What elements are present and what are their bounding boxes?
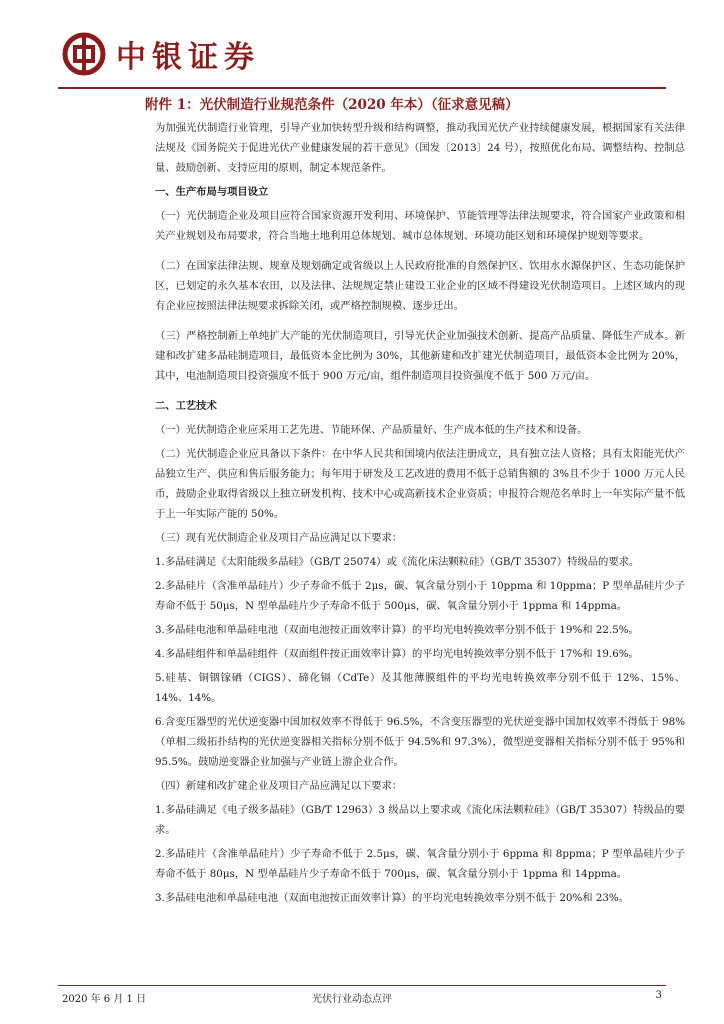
list-item: 3.多晶硅电池和单晶硅电池（双面电池按正面效率计算）的平均光电转换效率分别不低于 20%和 23%。 [155,892,630,904]
list-item: 6.含变压器型的光伏逆变器中国加权效率不得低于 96.5%，不含变压器型的光伏逆变器中国加权效率不得低于 98%（单相二级拓扑结构的光伏逆变器相关指标分别不低于 94.5%和 97.3%），微型逆变器相关指标分别不低于 95%和 95.5%。鼓励逆变器企业加强与产业链上游企业合作。 [155,716,685,768]
paragraph: （二）在国家法律法规、规章及规划确定或省级以上人民政府批准的自然保护区、饮用水水源保护区、生态功能保护区，已划定的永久基本农田，以及法律、法规规定禁止建设工业企业的区域不得建设光伏制造项目。上述区域内的现有企业应按照法律法规要求拆除关闭，或严格控制规模、逐步迁出。 [155,260,685,312]
section-heading: 一、生产布局与项目设立 [155,186,269,198]
section-heading: 二、工艺技术 [155,400,217,412]
intro-paragraph: 为加强光伏制造行业管理，引导产业加快转型升级和结构调整，推动我国光伏产业持续健康发展，根据国家有关法律法规及《国务院关于促进光伏产业健康发展的若干意见》（国发〔2013〕24 号），按照优化布局、调整结构、控制总量、鼓励创新、支持应用的原则，制定本规范条件。 [155,122,685,174]
brand-name: 中银证券 [116,40,260,75]
list-item: 4.多晶硅组件和单晶硅组件（双面组件按正面效率计算）的平均光电转换效率分别不低于 17%和 19.6%。 [155,648,639,660]
list-item: 3.多晶硅电池和单晶硅电池（双面电池按正面效率计算）的平均光电转换效率分别不低于 19%和 22.5%。 [155,624,639,636]
page-number: 3 [655,990,662,1001]
footer-rule [58,985,666,986]
paragraph: （二）光伏制造企业应具备以下条件：在中华人民共和国境内依法注册成立，具有独立法人资格；具有太阳能光伏产品独立生产、供应和售后服务能力；每年用于研发及工艺改进的费用不低于总销售额的 3%且不少于 1000 万元人民币，鼓励企业取得省级以上独立研发机构、技术中心或高新技术企业资质；申报符合规范名单时上一年实际产量不低于上一年实际产能的 50%。 [155,448,685,520]
list-item: 2.多晶硅片（含准单晶硅片）少子寿命不低于 2μs，碳、氧含量分别小于 10ppma 和 10ppma；P 型单晶硅片少子寿命不低于 50μs，N 型单晶硅片少子寿命不低于 500μs，碳、氧含量分别小于 1ppma 和 14ppma。 [155,580,685,612]
list-item: 2.多晶硅片（含准单晶硅片）少子寿命不低于 2.5μs，碳、氧含量分别小于 6ppma 和 8ppma；P 型单晶硅片少子寿命不低于 80μs，N 型单晶硅片少子寿命不低于 700μs，碳、氧含量分别小于 1ppma 和 14ppma。 [155,848,685,880]
paragraph: （三）现有光伏制造企业及项目产品应满足以下要求： [155,532,403,544]
paragraph: （三）严格控制新上单纯扩大产能的光伏制造项目，引导光伏企业加强技术创新、提高产品质量、降低生产成本。新建和改扩建多晶硅制造项目，最低资本金比例为 30%，其他新建和改扩建光伏制造项目，最低资本金比例为 20%，其中，电池制造项目投资强度不低于 900 万元/亩，组件制造项目投资强度不低于 500 万元/亩。 [155,330,685,382]
paragraph: （四）新建和改扩建企业及项目产品应满足以下要求： [155,780,403,792]
header-rule [58,87,666,89]
list-item: 1.多晶硅满足《电子级多晶硅》（GB/T 12963）3 级品以上要求或《流化床法颗粒硅》（GB/T 35307）特级品的要求。 [155,804,685,836]
document-body [155,118,685,908]
paragraph: （一）光伏制造企业应采用工艺先进、节能环保、产品质量好、生产成本低的生产技术和设备。 [155,424,588,436]
footer-report-title: 光伏行业动态点评 [312,994,392,1005]
bank-of-china-logo-icon [62,32,106,76]
list-item: 1.多晶硅满足《太阳能级多晶硅》（GB/T 25074）或《流化床法颗粒硅》（GB/T 35307）特级品的要求。 [155,556,640,568]
paragraph: （一）光伏制造企业及项目应符合国家资源开发利用、环境保护、节能管理等法律法规要求，符合国家产业政策和相关产业规划及布局要求，符合当地土地利用总体规划、城市总体规划、环境功能区划和环境保护规划等要求。 [155,210,685,242]
document-title: 附件 1：光伏制造行业规范条件（2020 年本）（征求意见稿） [145,97,519,113]
list-item: 5.硅基、铜铟镓硒（CIGS）、碲化镉（CdTe）及其他薄膜组件的平均光电转换效率分别不低于 12%、15%、14%、14%。 [155,672,685,704]
footer-date: 2020 年 6 月 1 日 [62,994,147,1005]
brand-logo [62,32,260,76]
